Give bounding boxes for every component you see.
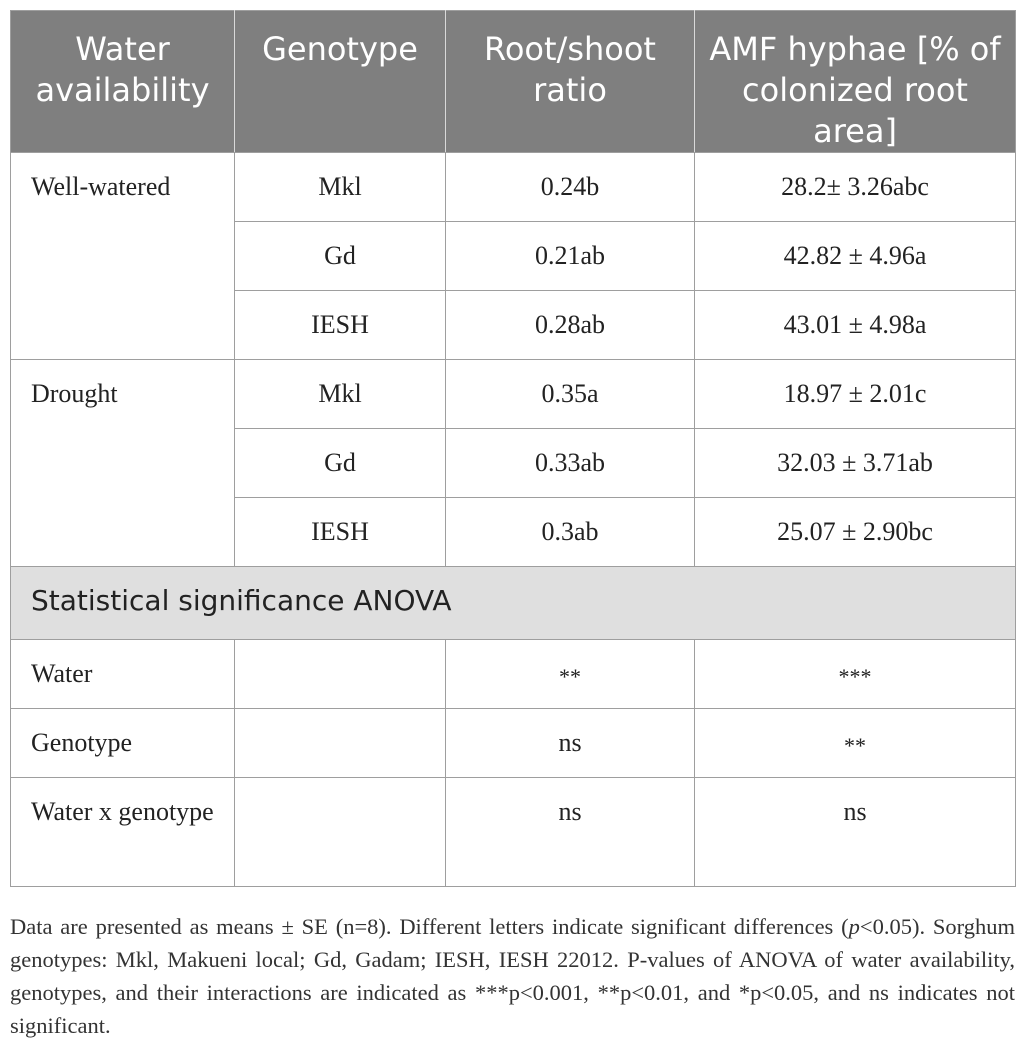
- anova-amf: ***: [695, 640, 1016, 709]
- anova-section-title: Statistical significance ANOVA: [11, 567, 1016, 640]
- header-amf-hyphae: AMF hyphae [% of colonized root area]: [695, 11, 1016, 153]
- header-water-availability: Water availability: [11, 11, 235, 153]
- anova-factor: Water x genotype: [11, 778, 235, 887]
- anova-row: [11, 640, 1016, 709]
- group-label-drought: Drought: [11, 360, 235, 567]
- anova-factor: Water: [11, 640, 235, 709]
- cell-amf: 42.82 ± 4.96a: [695, 222, 1016, 291]
- table-footnote: [10, 910, 1015, 1042]
- anova-empty-cell: [235, 778, 446, 887]
- cell-genotype: IESH: [235, 291, 446, 360]
- table-row: [11, 153, 1016, 222]
- table-row: [11, 360, 1016, 429]
- header-row: [11, 11, 1016, 153]
- cell-ratio: 0.28ab: [446, 291, 695, 360]
- footnote-italic-p: p: [848, 914, 860, 939]
- cell-amf: 43.01 ± 4.98a: [695, 291, 1016, 360]
- group-label-well-watered: Well-watered: [11, 153, 235, 360]
- anova-ratio: ns: [446, 778, 695, 887]
- anova-row: [11, 778, 1016, 887]
- cell-genotype: Gd: [235, 429, 446, 498]
- anova-empty-cell: [235, 640, 446, 709]
- footnote-part2: <0.05). Sorghum genotypes: Mkl, Makueni local; Gd, Gadam; IESH, IESH 22012. P-values of ANOVA of water availability, genotypes, and their interactions are indicated as ***p<0.001, **p<0.01, and *p<0.05, and ns indicates not significant.: [10, 914, 1015, 1038]
- anova-empty-cell: [235, 709, 446, 778]
- cell-genotype: Mkl: [235, 360, 446, 429]
- cell-amf: 25.07 ± 2.90bc: [695, 498, 1016, 567]
- anova-factor: Genotype: [11, 709, 235, 778]
- header-root-shoot-ratio: Root/shoot ratio: [446, 11, 695, 153]
- results-table: [10, 10, 1016, 887]
- cell-genotype: Gd: [235, 222, 446, 291]
- anova-ratio: **: [446, 640, 695, 709]
- anova-amf: ns: [695, 778, 1016, 887]
- cell-ratio: 0.24b: [446, 153, 695, 222]
- anova-section-row: [11, 567, 1016, 640]
- cell-amf: 28.2± 3.26abc: [695, 153, 1016, 222]
- anova-row: [11, 709, 1016, 778]
- cell-ratio: 0.21ab: [446, 222, 695, 291]
- cell-genotype: Mkl: [235, 153, 446, 222]
- cell-ratio: 0.3ab: [446, 498, 695, 567]
- anova-ratio: ns: [446, 709, 695, 778]
- cell-amf: 32.03 ± 3.71ab: [695, 429, 1016, 498]
- anova-amf: **: [695, 709, 1016, 778]
- footnote-part1: Data are presented as means ± SE (n=8). Different letters indicate significant differences (: [10, 914, 849, 939]
- header-genotype: Genotype: [235, 11, 446, 153]
- cell-amf: 18.97 ± 2.01c: [695, 360, 1016, 429]
- cell-ratio: 0.35a: [446, 360, 695, 429]
- cell-ratio: 0.33ab: [446, 429, 695, 498]
- cell-genotype: IESH: [235, 498, 446, 567]
- results-table-container: [10, 10, 1015, 887]
